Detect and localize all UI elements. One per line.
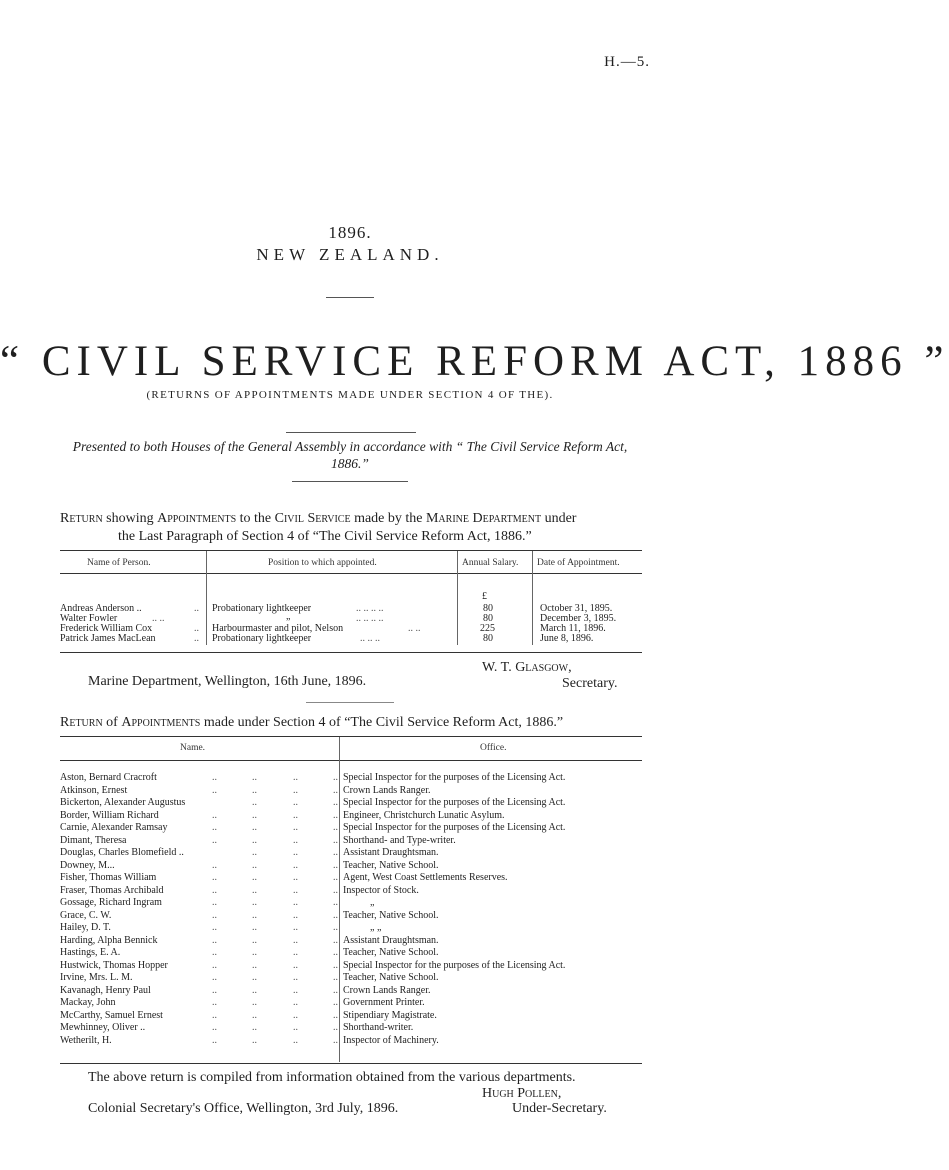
table-row-name: Gossage, Richard Ingram: [60, 897, 162, 908]
dot-leader: ..: [333, 1034, 338, 1046]
table-row-office: Teacher, Native School.: [343, 972, 439, 983]
table-row-office: „: [370, 897, 375, 908]
table-row-name: Border, William Richard: [60, 809, 159, 821]
table-row-salary: 80: [483, 633, 493, 644]
dot-leader: ..: [252, 1009, 257, 1021]
table-row-name: Hustwick, Thomas Hopper: [60, 959, 168, 971]
dot-leader: ..: [212, 959, 217, 971]
dot-leader: ..: [333, 997, 338, 1008]
dot-leader: ..: [252, 784, 257, 796]
table-row-leader: .. .. .. ..: [356, 603, 384, 614]
table-row-salary: 225: [480, 623, 495, 634]
dot-leader: ..: [212, 872, 217, 883]
dot-leader: ..: [212, 809, 217, 821]
dot-leader: ..: [252, 909, 257, 921]
dot-leader: ..: [212, 947, 217, 958]
table-row-name: Harding, Alpha Bennick: [60, 934, 158, 946]
dot-leader: ..: [252, 897, 257, 908]
dot-leader: ..: [293, 847, 298, 858]
table-row-office: Inspector of Machinery.: [343, 1034, 439, 1046]
table-row-office: Crown Lands Ranger.: [343, 784, 431, 796]
document-title: “ CIVIL SERVICE REFORM ACT, 1886 ”: [0, 338, 949, 385]
dot-leader: ..: [293, 859, 298, 871]
table-row-office: Shorthand- and Type-writer.: [343, 834, 456, 846]
table-row-office: Special Inspector for the purposes of the Licensing Act.: [343, 772, 566, 783]
section-divider: [306, 702, 394, 703]
table-row-name: Atkinson, Ernest: [60, 784, 128, 796]
return1-title-word: Civil Service: [274, 511, 351, 526]
table-row-date: March 11, 1896.: [540, 623, 606, 634]
dot-leader: ..: [293, 997, 298, 1008]
table-row-name: Grace, C. W.: [60, 909, 112, 921]
return1-footer: Marine Department, Wellington, 16th June, 1896.: [88, 674, 367, 689]
table1-top-rule: [60, 550, 642, 551]
return1-title-text: under: [544, 511, 577, 526]
return2-title-word: Appointments: [121, 715, 201, 730]
dot-leader: ..: [333, 772, 338, 783]
dot-leader: ..: [252, 984, 257, 996]
table-row-office: Agent, West Coast Settlements Reserves.: [343, 872, 508, 883]
return2-title: [60, 714, 660, 732]
table-row-office: „ „: [370, 922, 382, 933]
return2-signer-title: Under-Secretary.: [512, 1101, 607, 1116]
return2-title-text: of: [106, 715, 118, 730]
dot-leader: ..: [212, 922, 217, 933]
dot-leader: ..: [293, 834, 298, 846]
table-row-leader: ..: [194, 633, 199, 644]
table-row-position: Harbourmaster and pilot, Nelson: [212, 623, 344, 634]
dot-leader: ..: [212, 1034, 217, 1046]
table-row-office: Special Inspector for the purposes of the Licensing Act.: [343, 959, 566, 971]
dot-leader: ..: [333, 822, 338, 833]
dot-leader: ..: [252, 809, 257, 821]
dot-leader: ..: [333, 884, 338, 896]
table-row-office: Teacher, Native School.: [343, 947, 439, 958]
table-row-position: Probationary lightkeeper: [212, 633, 312, 644]
table-row-position: „: [286, 611, 291, 622]
table-row-name: Douglas, Charles Blomefield ..: [60, 847, 184, 858]
dot-leader: ..: [212, 822, 217, 833]
table-row-salary: 80: [483, 603, 493, 614]
table1-header-name: Name of Person.: [87, 558, 151, 568]
dot-leader: ..: [333, 847, 338, 858]
dot-leader: ..: [252, 847, 257, 858]
dot-leader: ..: [333, 784, 338, 796]
dot-leader: ..: [293, 984, 298, 996]
table-row-office: Shorthand-writer.: [343, 1022, 414, 1033]
table-row-leader: ..: [194, 623, 199, 634]
dot-leader: ..: [212, 897, 217, 908]
table-row-name: Bickerton, Alexander Augustus: [60, 797, 186, 808]
return1-signer-name: W. T. Glasgow,: [482, 660, 572, 675]
dot-leader: ..: [252, 822, 257, 833]
table-row-name: Patrick James MacLean: [60, 633, 156, 644]
table-row-salary: 80: [483, 613, 493, 624]
dot-leader: ..: [293, 1034, 298, 1046]
table-row-office: Special Inspector for the purposes of the Licensing Act.: [343, 822, 566, 833]
table-row-name: Downey, M...: [60, 859, 115, 871]
dot-leader: ..: [293, 797, 298, 808]
table-row-name: Carnie, Alexander Ramsay: [60, 822, 168, 833]
return1-title-word: Marine Department: [425, 511, 542, 526]
dot-leader: ..: [293, 884, 298, 896]
table-row-office: Assistant Draughtsman.: [343, 847, 439, 858]
table1-header-date: Date of Appointment.: [537, 558, 620, 568]
table-row-office: Teacher, Native School.: [343, 859, 439, 871]
dot-leader: ..: [293, 1022, 298, 1033]
table-row-name: Hastings, E. A.: [60, 947, 121, 958]
dot-leader: ..: [293, 784, 298, 796]
table-row-office: Teacher, Native School.: [343, 909, 439, 921]
dot-leader: ..: [333, 897, 338, 908]
dot-leader: ..: [212, 1022, 217, 1033]
dot-leader: ..: [212, 909, 217, 921]
return2-title-word: Return: [60, 715, 103, 730]
table-row-position: Probationary lightkeeper: [212, 603, 312, 614]
dot-leader: ..: [333, 972, 338, 983]
table-row-leader: .. ..: [152, 613, 165, 624]
dot-leader: ..: [252, 859, 257, 871]
dot-leader: ..: [252, 834, 257, 846]
dot-leader: ..: [252, 797, 257, 808]
dot-leader: ..: [252, 972, 257, 983]
table1-col-divider: [532, 551, 533, 645]
table1-bottom-rule: [60, 652, 642, 653]
return1-title-text: showing: [106, 511, 154, 526]
dot-leader: ..: [293, 947, 298, 958]
page-number: H.—5.: [604, 54, 650, 70]
table-row-name: Wetherilt, H.: [60, 1034, 112, 1046]
presented-divider: [292, 481, 408, 482]
salary-currency: £: [482, 591, 487, 602]
table2-bottom-rule: [60, 1063, 642, 1064]
dot-leader: ..: [333, 984, 338, 996]
dot-leader: ..: [333, 1022, 338, 1033]
return1-title-word: Return: [60, 511, 103, 526]
table-row-name: Dimant, Theresa: [60, 834, 127, 846]
table2-top-rule: [60, 736, 642, 737]
dot-leader: ..: [252, 772, 257, 783]
dot-leader: ..: [252, 922, 257, 933]
table2-header-office: Office.: [480, 743, 507, 753]
table2-body: [0, 772, 700, 1062]
table-row-name: Andreas Anderson ..: [60, 603, 142, 614]
return1-title-line2: the Last Paragraph of Section 4 of “The Civil Service Reform Act, 1886.”: [118, 529, 532, 544]
table-row-name: Kavanagh, Henry Paul: [60, 984, 151, 996]
dot-leader: ..: [333, 872, 338, 883]
dot-leader: ..: [333, 959, 338, 971]
table-row-office: Special Inspector for the purposes of the Licensing Act.: [343, 797, 566, 808]
return2-note: The above return is compiled from information obtained from the various departments.: [88, 1070, 576, 1085]
dot-leader: ..: [212, 1009, 217, 1021]
dot-leader: ..: [293, 922, 298, 933]
return1-title: [60, 510, 660, 528]
subtitle-divider: [286, 432, 416, 433]
dot-leader: ..: [333, 947, 338, 958]
dot-leader: ..: [293, 772, 298, 783]
table-row-name: Hailey, D. T.: [60, 922, 111, 933]
table-row-office: Crown Lands Ranger.: [343, 984, 431, 996]
document-country: NEW ZEALAND.: [256, 245, 444, 264]
dot-leader: ..: [212, 884, 217, 896]
dot-leader: ..: [333, 934, 338, 946]
return1-title-text: to the: [239, 511, 272, 526]
dot-leader: ..: [293, 822, 298, 833]
dot-leader: ..: [212, 784, 217, 796]
table-row-name: Aston, Bernard Cracroft: [60, 772, 157, 783]
table-row-name: Mewhinney, Oliver ..: [60, 1022, 146, 1033]
dot-leader: ..: [252, 872, 257, 883]
dot-leader: ..: [333, 797, 338, 808]
table-row-office: Engineer, Christchurch Lunatic Asylum.: [343, 809, 505, 821]
table1-header-salary: Annual Salary.: [462, 558, 519, 568]
table-row-name: Frederick William Cox: [60, 623, 153, 634]
table-row-leader: .. .. .. ..: [356, 613, 384, 624]
table-row-office: Stipendiary Magistrate.: [343, 1009, 437, 1021]
dot-leader: ..: [333, 909, 338, 921]
dot-leader: ..: [212, 972, 217, 983]
document-year: 1896.: [328, 223, 372, 242]
table-row-leader: ..: [194, 603, 199, 614]
presented-statement: Presented to both Houses of the General Assembly in accordance with “ The Civil Service Reform Act, 1886.”: [72, 439, 628, 471]
dot-leader: ..: [333, 1009, 338, 1021]
table-row-date: December 3, 1895.: [540, 613, 617, 624]
table1-col-divider: [206, 551, 207, 645]
dot-leader: ..: [252, 959, 257, 971]
dot-leader: ..: [333, 834, 338, 846]
dot-leader: ..: [293, 934, 298, 946]
return2-footer: Colonial Secretary's Office, Wellington, 3rd July, 1896.: [88, 1101, 399, 1116]
dot-leader: ..: [293, 972, 298, 983]
dot-leader: ..: [293, 959, 298, 971]
dot-leader: ..: [212, 859, 217, 871]
dot-leader: ..: [293, 1009, 298, 1021]
header-divider: [326, 297, 374, 298]
table-row-leader: .. ..: [408, 623, 421, 634]
table-row-name: Fraser, Thomas Archibald: [60, 884, 164, 896]
table-row-office: Government Printer.: [343, 997, 425, 1008]
return1-title-word: Appointments: [157, 511, 237, 526]
table-row-date: June 8, 1896.: [540, 633, 594, 644]
table-row-leader: .. .. ..: [360, 633, 380, 644]
table-row-date: October 31, 1895.: [540, 603, 613, 614]
table1-col-divider: [457, 551, 458, 645]
dot-leader: ..: [252, 1022, 257, 1033]
table-row-office: Assistant Draughtsman.: [343, 934, 439, 946]
return2-title-text: made under Section 4 of “The Civil Service Reform Act, 1886.”: [203, 715, 564, 730]
dot-leader: ..: [333, 922, 338, 933]
table-row-name: McCarthy, Samuel Ernest: [60, 1009, 163, 1021]
dot-leader: ..: [333, 859, 338, 871]
table2-header-rule: [60, 760, 642, 761]
dot-leader: ..: [252, 1034, 257, 1046]
return1-title-text: made by the: [354, 511, 423, 526]
dot-leader: ..: [293, 809, 298, 821]
dot-leader: ..: [293, 872, 298, 883]
dot-leader: ..: [212, 984, 217, 996]
table2-header-name: Name.: [180, 743, 206, 753]
table-row-name: Mackay, John: [60, 997, 116, 1008]
dot-leader: ..: [212, 772, 217, 783]
table-row-name: Walter Fowler: [60, 613, 118, 624]
table-row-name: Fisher, Thomas William: [60, 872, 157, 883]
dot-leader: ..: [333, 809, 338, 821]
dot-leader: ..: [252, 997, 257, 1008]
document-subtitle: (RETURNS OF APPOINTMENTS MADE UNDER SECTION 4 OF THE).: [146, 389, 554, 401]
dot-leader: ..: [212, 934, 217, 946]
dot-leader: ..: [212, 997, 217, 1008]
table1-header-rule: [60, 573, 642, 574]
dot-leader: ..: [252, 884, 257, 896]
dot-leader: ..: [293, 909, 298, 921]
dot-leader: ..: [252, 934, 257, 946]
dot-leader: ..: [252, 947, 257, 958]
dot-leader: ..: [293, 897, 298, 908]
table1-header-position: Position to which appointed.: [268, 558, 377, 568]
return1-signer-title: Secretary.: [562, 676, 618, 691]
return2-signer-name: Hugh Pollen,: [482, 1086, 562, 1101]
table-row-office: Inspector of Stock.: [343, 884, 419, 896]
table-row-name: Irvine, Mrs. L. M.: [60, 972, 133, 983]
dot-leader: ..: [212, 834, 217, 846]
